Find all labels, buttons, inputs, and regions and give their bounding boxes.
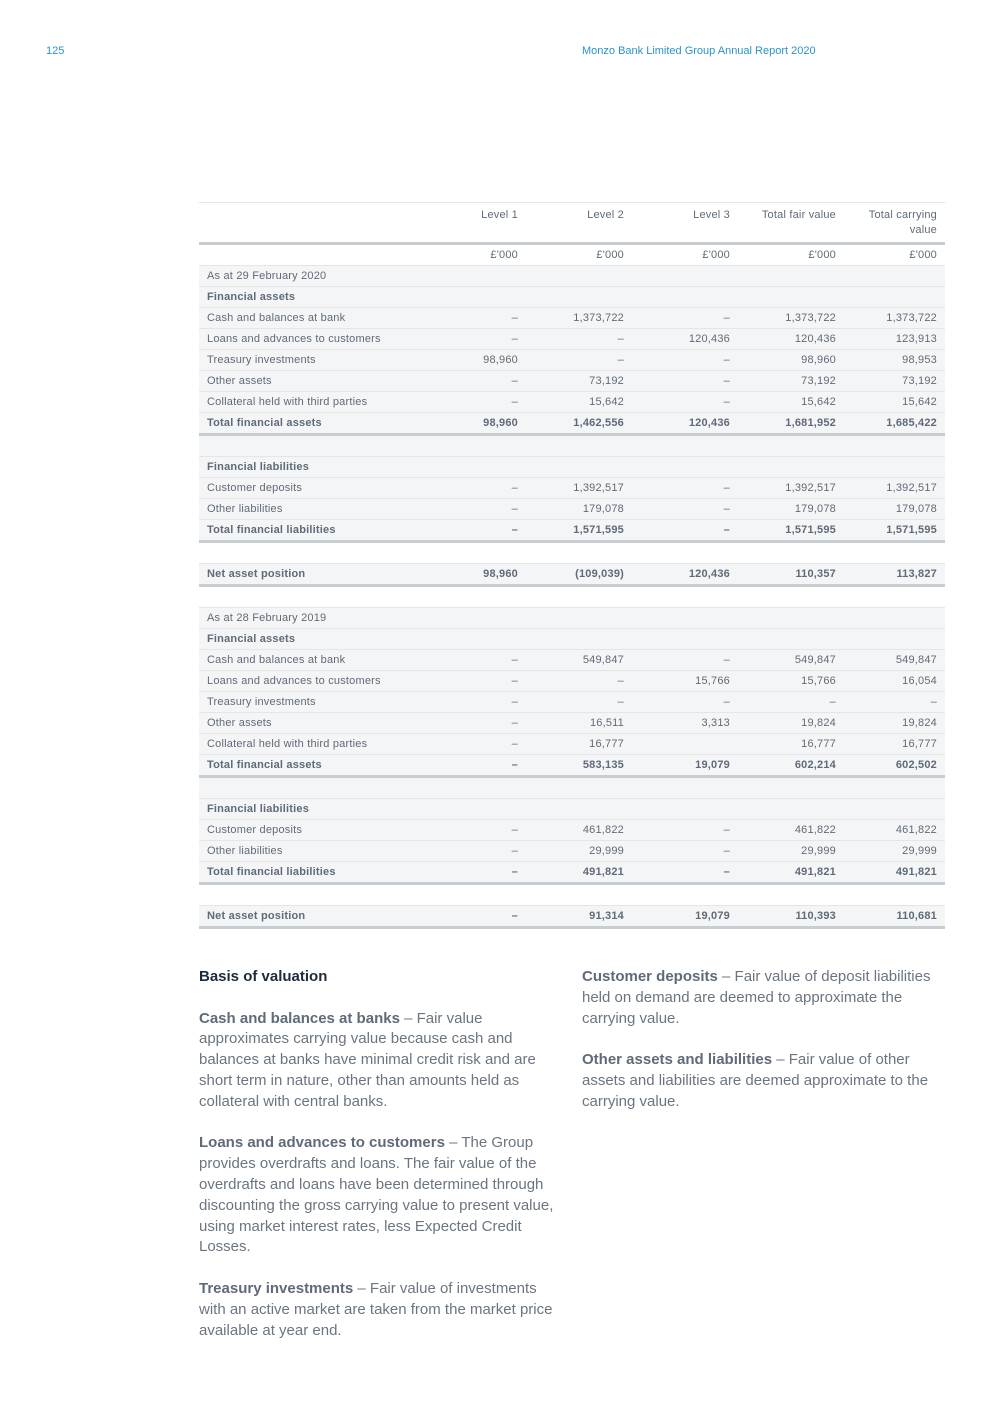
row-label: Financial assets <box>199 287 420 308</box>
basis-text: – Fair value of other assets and liabilities are deemed approximate to the carrying value. <box>582 1051 929 1110</box>
row-value: 461,822 <box>844 820 945 841</box>
column-header: Total fair value <box>738 203 844 244</box>
table-row <box>199 350 945 371</box>
row-value <box>420 287 526 308</box>
row-value: 1,392,517 <box>844 478 945 499</box>
row-label: Other assets <box>199 371 420 392</box>
row-value: 602,502 <box>844 755 945 777</box>
row-value <box>420 542 526 564</box>
row-value: – <box>632 820 738 841</box>
row-value: 179,078 <box>526 499 632 520</box>
row-value <box>632 884 738 906</box>
row-value: 120,436 <box>632 329 738 350</box>
section-label-row <box>199 629 945 650</box>
row-value <box>632 457 738 478</box>
basis-paragraph <box>199 1133 561 1258</box>
row-label <box>199 244 420 266</box>
section-label-row <box>199 799 945 820</box>
basis-term: Treasury investments <box>199 1279 354 1297</box>
row-value: 15,642 <box>738 392 844 413</box>
basis-text: – Fair value of investments with an active market are taken from the market price available at year end. <box>199 1279 553 1339</box>
row-value <box>844 586 945 608</box>
row-value <box>738 435 844 457</box>
row-value: 29,999 <box>526 841 632 862</box>
row-label: Financial liabilities <box>199 799 420 820</box>
row-value: 602,214 <box>738 755 844 777</box>
total-row <box>199 862 945 884</box>
row-label: Other liabilities <box>199 841 420 862</box>
row-value <box>738 777 844 799</box>
row-value <box>738 608 844 629</box>
row-label: Loans and advances to customers <box>199 329 420 350</box>
row-label: Customer deposits <box>199 478 420 499</box>
row-value: 110,393 <box>738 906 844 928</box>
row-value <box>420 799 526 820</box>
row-value <box>526 287 632 308</box>
row-value <box>420 608 526 629</box>
row-value <box>526 884 632 906</box>
table-row <box>199 713 945 734</box>
column-header: Level 3 <box>632 203 738 244</box>
table-row <box>199 820 945 841</box>
row-value: 73,192 <box>738 371 844 392</box>
units-row <box>199 244 945 266</box>
column-header: Level 2 <box>526 203 632 244</box>
row-value: 1,681,952 <box>738 413 844 435</box>
report-title: Monzo Bank Limited Group Annual Report 2020 <box>582 45 816 57</box>
row-value: 491,821 <box>738 862 844 884</box>
row-value <box>738 629 844 650</box>
row-label: Other liabilities <box>199 499 420 520</box>
table-row <box>199 499 945 520</box>
row-value: 16,511 <box>526 713 632 734</box>
row-value: 491,821 <box>844 862 945 884</box>
row-value <box>844 457 945 478</box>
row-label: Cash and balances at bank <box>199 650 420 671</box>
row-value <box>844 884 945 906</box>
row-value: – <box>526 692 632 713</box>
row-value: – <box>632 392 738 413</box>
row-value: 461,822 <box>738 820 844 841</box>
row-value: 491,821 <box>526 862 632 884</box>
row-value: 98,960 <box>420 413 526 435</box>
row-value: – <box>420 841 526 862</box>
row-value: 1,685,422 <box>844 413 945 435</box>
table-row <box>199 371 945 392</box>
row-value: – <box>526 350 632 371</box>
fair-value-table <box>199 202 945 929</box>
row-value: 16,777 <box>738 734 844 755</box>
row-value: 29,999 <box>844 841 945 862</box>
row-value <box>526 542 632 564</box>
spacer-row <box>199 586 945 608</box>
row-value: – <box>420 650 526 671</box>
basis-text: – Fair value of deposit liabilities held on demand are deemed to approximate the carrying value. <box>582 968 931 1027</box>
row-value: – <box>420 906 526 928</box>
row-value: 16,777 <box>526 734 632 755</box>
unit-label: £'000 <box>844 244 945 266</box>
row-value: (109,039) <box>526 564 632 586</box>
row-label: Total financial assets <box>199 755 420 777</box>
basis-heading: Basis of valuation <box>199 968 328 985</box>
row-value: – <box>632 371 738 392</box>
row-value: 461,822 <box>526 820 632 841</box>
row-value: – <box>632 650 738 671</box>
row-label: Collateral held with third parties <box>199 392 420 413</box>
table-row <box>199 841 945 862</box>
row-value: – <box>420 392 526 413</box>
row-value <box>738 799 844 820</box>
row-value <box>632 287 738 308</box>
row-value: – <box>420 371 526 392</box>
basis-text: – Fair value approximates carrying value because cash and balances at banks have minimal credit risk and are short term in nature, other than amounts held as collateral with central banks. <box>199 1009 536 1110</box>
row-value: 1,392,517 <box>738 478 844 499</box>
row-value: 98,960 <box>738 350 844 371</box>
row-value: – <box>420 734 526 755</box>
row-value <box>420 629 526 650</box>
row-label: Collateral held with third parties <box>199 734 420 755</box>
table-row <box>199 650 945 671</box>
row-label: Net asset position <box>199 906 420 928</box>
row-value: 98,960 <box>420 350 526 371</box>
row-label: Other assets <box>199 713 420 734</box>
row-value: 1,571,595 <box>526 520 632 542</box>
row-value: – <box>420 755 526 777</box>
section-label-row <box>199 287 945 308</box>
row-value <box>844 777 945 799</box>
row-value <box>632 435 738 457</box>
row-value: 549,847 <box>738 650 844 671</box>
row-value: – <box>632 692 738 713</box>
row-label: As at 28 February 2019 <box>199 608 420 629</box>
basis-right-column <box>582 967 944 1133</box>
row-value: 110,681 <box>844 906 945 928</box>
row-label <box>199 435 420 457</box>
row-value: 19,079 <box>632 906 738 928</box>
row-value <box>738 884 844 906</box>
row-value: 1,392,517 <box>526 478 632 499</box>
row-value <box>738 586 844 608</box>
basis-paragraph <box>582 1050 944 1112</box>
page-number: 125 <box>46 45 65 57</box>
table-row <box>199 478 945 499</box>
column-header: Total carrying value <box>844 203 945 244</box>
row-value: 1,571,595 <box>844 520 945 542</box>
row-value <box>420 435 526 457</box>
table-row <box>199 734 945 755</box>
row-value: – <box>420 308 526 329</box>
row-value: 120,436 <box>738 329 844 350</box>
row-value: 15,766 <box>738 671 844 692</box>
table-row <box>199 308 945 329</box>
basis-term: Customer deposits <box>582 968 718 985</box>
row-value <box>844 799 945 820</box>
row-value: 120,436 <box>632 413 738 435</box>
row-value: 15,642 <box>526 392 632 413</box>
basis-term: Other assets and liabilities <box>582 1051 773 1069</box>
row-value <box>738 457 844 478</box>
table-header-row <box>199 203 945 244</box>
row-value <box>526 586 632 608</box>
row-value: 549,847 <box>526 650 632 671</box>
row-label: Cash and balances at bank <box>199 308 420 329</box>
row-value: 1,373,722 <box>738 308 844 329</box>
spacer-row <box>199 435 945 457</box>
spacer-row <box>199 542 945 564</box>
row-value: 15,642 <box>844 392 945 413</box>
table-row <box>199 692 945 713</box>
row-value: – <box>738 692 844 713</box>
row-value: – <box>420 862 526 884</box>
row-value: – <box>526 329 632 350</box>
row-label: Treasury investments <box>199 350 420 371</box>
row-value: – <box>420 713 526 734</box>
row-value: 123,913 <box>844 329 945 350</box>
row-value: 91,314 <box>526 906 632 928</box>
row-value: 19,824 <box>738 713 844 734</box>
row-label: Total financial liabilities <box>199 862 420 884</box>
row-value <box>526 266 632 287</box>
row-value: 179,078 <box>738 499 844 520</box>
unit-label: £'000 <box>738 244 844 266</box>
row-value: 98,953 <box>844 350 945 371</box>
row-value: 73,192 <box>526 371 632 392</box>
row-label <box>199 586 420 608</box>
row-value: 110,357 <box>738 564 844 586</box>
total-row <box>199 520 945 542</box>
row-label <box>199 884 420 906</box>
row-value <box>632 734 738 755</box>
basis-term: Loans and advances to customers <box>199 1134 445 1152</box>
row-value: 549,847 <box>844 650 945 671</box>
row-value: 16,054 <box>844 671 945 692</box>
row-value <box>420 457 526 478</box>
unit-label: £'000 <box>632 244 738 266</box>
basis-paragraph <box>199 1009 561 1113</box>
row-value <box>420 586 526 608</box>
spacer-row <box>199 777 945 799</box>
total-row <box>199 755 945 777</box>
spacer-row <box>199 884 945 906</box>
total-row <box>199 413 945 435</box>
row-value <box>526 777 632 799</box>
row-value <box>526 457 632 478</box>
row-value <box>632 777 738 799</box>
net-row <box>199 564 945 586</box>
row-label: Customer deposits <box>199 820 420 841</box>
row-value: 15,766 <box>632 671 738 692</box>
row-value: – <box>632 308 738 329</box>
row-value <box>526 608 632 629</box>
basis-paragraph <box>199 1279 561 1341</box>
row-value: – <box>526 671 632 692</box>
row-value: – <box>632 499 738 520</box>
basis-paragraph <box>582 967 944 1029</box>
row-label: Loans and advances to customers <box>199 671 420 692</box>
unit-label: £'000 <box>526 244 632 266</box>
row-value: – <box>420 499 526 520</box>
row-label: Treasury investments <box>199 692 420 713</box>
row-value <box>844 435 945 457</box>
row-label <box>199 777 420 799</box>
row-value: 1,373,722 <box>526 308 632 329</box>
row-label: Total financial assets <box>199 413 420 435</box>
row-label: Total financial liabilities <box>199 520 420 542</box>
row-value <box>632 542 738 564</box>
row-value: – <box>420 478 526 499</box>
row-value: 19,079 <box>632 755 738 777</box>
row-value <box>420 884 526 906</box>
row-value <box>844 629 945 650</box>
row-value: – <box>420 671 526 692</box>
row-value: 583,135 <box>526 755 632 777</box>
net-row <box>199 906 945 928</box>
row-label: Net asset position <box>199 564 420 586</box>
row-label: As at 29 February 2020 <box>199 266 420 287</box>
table-row <box>199 329 945 350</box>
row-value: 3,313 <box>632 713 738 734</box>
row-value <box>844 608 945 629</box>
basis-text: – The Group provides overdrafts and loans. The fair value of the overdrafts and loans have been determined through discounting the gross carrying value to present value, using market interest rates, less Expected Credit Losses. <box>199 1134 554 1256</box>
row-value: – <box>844 692 945 713</box>
row-value: – <box>420 820 526 841</box>
row-value: 120,436 <box>632 564 738 586</box>
row-value <box>632 586 738 608</box>
row-label: Financial assets <box>199 629 420 650</box>
row-value <box>738 542 844 564</box>
row-value: 19,824 <box>844 713 945 734</box>
period-row <box>199 608 945 629</box>
row-value <box>526 435 632 457</box>
row-value <box>844 266 945 287</box>
row-value: – <box>632 478 738 499</box>
unit-label: £'000 <box>420 244 526 266</box>
row-label <box>199 542 420 564</box>
row-value <box>526 799 632 820</box>
row-value <box>632 266 738 287</box>
row-value: 1,373,722 <box>844 308 945 329</box>
row-value: 98,960 <box>420 564 526 586</box>
row-value: – <box>420 692 526 713</box>
row-value <box>632 799 738 820</box>
table-row <box>199 392 945 413</box>
row-value: – <box>632 350 738 371</box>
row-value: – <box>632 841 738 862</box>
row-label: Financial liabilities <box>199 457 420 478</box>
row-value <box>526 629 632 650</box>
header-blank <box>199 203 420 244</box>
row-value <box>632 629 738 650</box>
table-row <box>199 671 945 692</box>
basis-left-column <box>199 967 561 1362</box>
row-value: 73,192 <box>844 371 945 392</box>
row-value: 16,777 <box>844 734 945 755</box>
row-value <box>738 266 844 287</box>
row-value: 179,078 <box>844 499 945 520</box>
row-value <box>844 287 945 308</box>
row-value: 1,571,595 <box>738 520 844 542</box>
row-value <box>844 542 945 564</box>
row-value <box>420 266 526 287</box>
basis-term: Cash and balances at banks <box>199 1009 400 1027</box>
period-row <box>199 266 945 287</box>
row-value: 29,999 <box>738 841 844 862</box>
row-value: 113,827 <box>844 564 945 586</box>
row-value <box>632 608 738 629</box>
section-label-row <box>199 457 945 478</box>
row-value: – <box>420 520 526 542</box>
row-value: 1,462,556 <box>526 413 632 435</box>
row-value: – <box>632 862 738 884</box>
row-value <box>420 777 526 799</box>
row-value <box>738 287 844 308</box>
column-header: Level 1 <box>420 203 526 244</box>
row-value: – <box>632 520 738 542</box>
row-value: – <box>420 329 526 350</box>
